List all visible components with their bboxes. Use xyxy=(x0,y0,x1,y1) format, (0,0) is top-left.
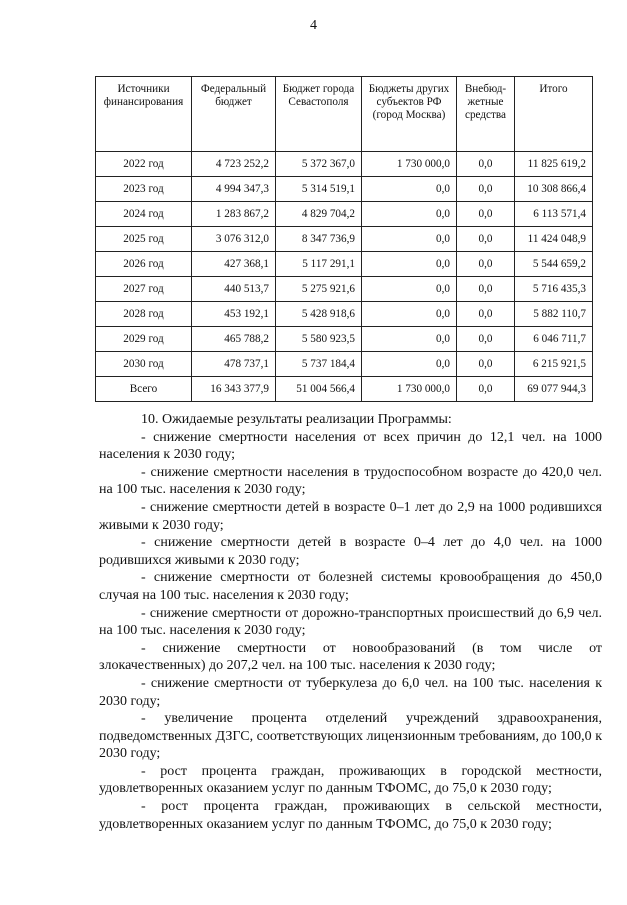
list-item: - снижение смертности от болезней системы кровообращения до 450,0 случая на 100 тыс. населения к 2030 году; xyxy=(99,570,602,603)
list-item: - снижение смертности от туберкулеза до 6,0 чел. на 100 тыс. населения к 2030 году; xyxy=(99,675,602,709)
cell-total: 5 544 659,2 xyxy=(515,252,593,277)
cell-sevastopol: 5 428 918,6 xyxy=(276,302,362,327)
cell-federal: 3 076 312,0 xyxy=(192,227,276,252)
cell-total: 6 046 711,7 xyxy=(515,327,593,352)
cell-federal: 1 283 867,2 xyxy=(192,202,276,227)
list-item: - снижение смертности от новообразований (в том числе от злокачественных) до 207,2 чел. на 100 тыс. населения к 2030 году; xyxy=(99,640,602,674)
cell-source: 2029 год xyxy=(96,327,192,352)
header-extrabudgetary: Внебюд-жетные средства xyxy=(457,77,515,152)
table-header-row xyxy=(96,77,593,152)
cell-other-subjects: 0,0 xyxy=(362,327,457,352)
header-total: Итого xyxy=(515,77,593,152)
cell-other-subjects: 0,0 xyxy=(362,202,457,227)
table-row xyxy=(96,227,593,252)
cell-federal: 4 723 252,2 xyxy=(192,152,276,177)
results-list xyxy=(99,429,602,834)
cell-sevastopol: 5 314 519,1 xyxy=(276,177,362,202)
table-row xyxy=(96,177,593,202)
section-title: 10. Ожидаемые результаты реализации Программы: xyxy=(141,412,452,427)
cell-other-subjects: 0,0 xyxy=(362,177,457,202)
header-federal: Федеральный бюджет xyxy=(192,77,276,152)
list-item: - снижение смертности от дорожно-транспортных происшествий до 6,9 чел. на 100 тыс. населения к 2030 году; xyxy=(99,605,602,639)
cell-total: 6 215 921,5 xyxy=(515,352,593,377)
cell-sevastopol: 5 737 184,4 xyxy=(276,352,362,377)
funding-table xyxy=(95,76,593,402)
cell-extrabudgetary: 0,0 xyxy=(457,377,515,402)
cell-sevastopol: 8 347 736,9 xyxy=(276,227,362,252)
cell-other-subjects: 1 730 000,0 xyxy=(362,377,457,402)
table-row xyxy=(96,377,593,402)
cell-extrabudgetary: 0,0 xyxy=(457,202,515,227)
list-item: - рост процента граждан, проживающих в городской местности, удовлетворенных оказанием услуг по данным ТФОМС, до 75,0 к 2030 году; xyxy=(99,763,602,797)
cell-extrabudgetary: 0,0 xyxy=(457,352,515,377)
cell-total: 11 424 048,9 xyxy=(515,227,593,252)
cell-federal: 4 994 347,3 xyxy=(192,177,276,202)
cell-federal: 16 343 377,9 xyxy=(192,377,276,402)
header-source: Источники финансирования xyxy=(96,77,192,152)
cell-sevastopol: 5 372 367,0 xyxy=(276,152,362,177)
table-row xyxy=(96,352,593,377)
page-number: 4 xyxy=(310,18,317,33)
cell-federal: 427 368,1 xyxy=(192,252,276,277)
results-section xyxy=(99,411,602,833)
cell-total: 69 077 944,3 xyxy=(515,377,593,402)
cell-extrabudgetary: 0,0 xyxy=(457,252,515,277)
cell-total: 6 113 571,4 xyxy=(515,202,593,227)
cell-other-subjects: 0,0 xyxy=(362,352,457,377)
cell-extrabudgetary: 0,0 xyxy=(457,327,515,352)
list-item: - увеличение процента отделений учреждений здравоохранения, подведомственных ДЗГС, соответствующих лицензионным требованиям, до 100,0 к 2030 году; xyxy=(99,711,602,762)
cell-total: 10 308 866,4 xyxy=(515,177,593,202)
cell-source: 2022 год xyxy=(96,152,192,177)
cell-extrabudgetary: 0,0 xyxy=(457,227,515,252)
table-row xyxy=(96,252,593,277)
cell-source: 2024 год xyxy=(96,202,192,227)
cell-extrabudgetary: 0,0 xyxy=(457,152,515,177)
cell-other-subjects: 0,0 xyxy=(362,252,457,277)
cell-source: 2026 год xyxy=(96,252,192,277)
cell-total: 5 716 435,3 xyxy=(515,277,593,302)
cell-sevastopol: 5 275 921,6 xyxy=(276,277,362,302)
cell-other-subjects: 1 730 000,0 xyxy=(362,152,457,177)
table-row xyxy=(96,302,593,327)
cell-source: 2027 год xyxy=(96,277,192,302)
cell-federal: 453 192,1 xyxy=(192,302,276,327)
list-item: - рост процента граждан, проживающих в сельской местности, удовлетворенных оказанием услуг по данным ТФОМС, до 75,0 к 2030 году; xyxy=(99,799,602,832)
table-row xyxy=(96,327,593,352)
list-item: - снижение смертности детей в возрасте 0–4 лет до 4,0 чел. на 1000 родившихся живыми к 2030 году; xyxy=(99,535,602,568)
cell-federal: 440 513,7 xyxy=(192,277,276,302)
cell-other-subjects: 0,0 xyxy=(362,227,457,252)
cell-sevastopol: 4 829 704,2 xyxy=(276,202,362,227)
cell-source: 2030 год xyxy=(96,352,192,377)
header-other-subjects: Бюджеты других субъектов РФ (город Москва) xyxy=(362,77,457,152)
cell-sevastopol: 5 580 923,5 xyxy=(276,327,362,352)
cell-source: 2023 год xyxy=(96,177,192,202)
cell-source: Всего xyxy=(96,377,192,402)
list-item: - снижение смертности населения в трудоспособном возрасте до 420,0 чел. на 100 тыс. населения к 2030 году; xyxy=(99,464,602,498)
cell-extrabudgetary: 0,0 xyxy=(457,302,515,327)
cell-federal: 465 788,2 xyxy=(192,327,276,352)
cell-other-subjects: 0,0 xyxy=(362,302,457,327)
cell-extrabudgetary: 0,0 xyxy=(457,177,515,202)
cell-total: 5 882 110,7 xyxy=(515,302,593,327)
cell-sevastopol: 51 004 566,4 xyxy=(276,377,362,402)
cell-total: 11 825 619,2 xyxy=(515,152,593,177)
table-row xyxy=(96,152,593,177)
cell-source: 2025 год xyxy=(96,227,192,252)
cell-federal: 478 737,1 xyxy=(192,352,276,377)
cell-source: 2028 год xyxy=(96,302,192,327)
table-row xyxy=(96,277,593,302)
table-row xyxy=(96,202,593,227)
cell-extrabudgetary: 0,0 xyxy=(457,277,515,302)
list-item: - снижение смертности детей в возрасте 0–1 лет до 2,9 на 1000 родившихся живыми к 2030 году; xyxy=(99,499,602,533)
list-item: - снижение смертности населения от всех причин до 12,1 чел. на 1000 населения к 2030 году; xyxy=(99,429,602,463)
cell-other-subjects: 0,0 xyxy=(362,277,457,302)
header-sevastopol: Бюджет города Севастополя xyxy=(276,77,362,152)
cell-sevastopol: 5 117 291,1 xyxy=(276,252,362,277)
